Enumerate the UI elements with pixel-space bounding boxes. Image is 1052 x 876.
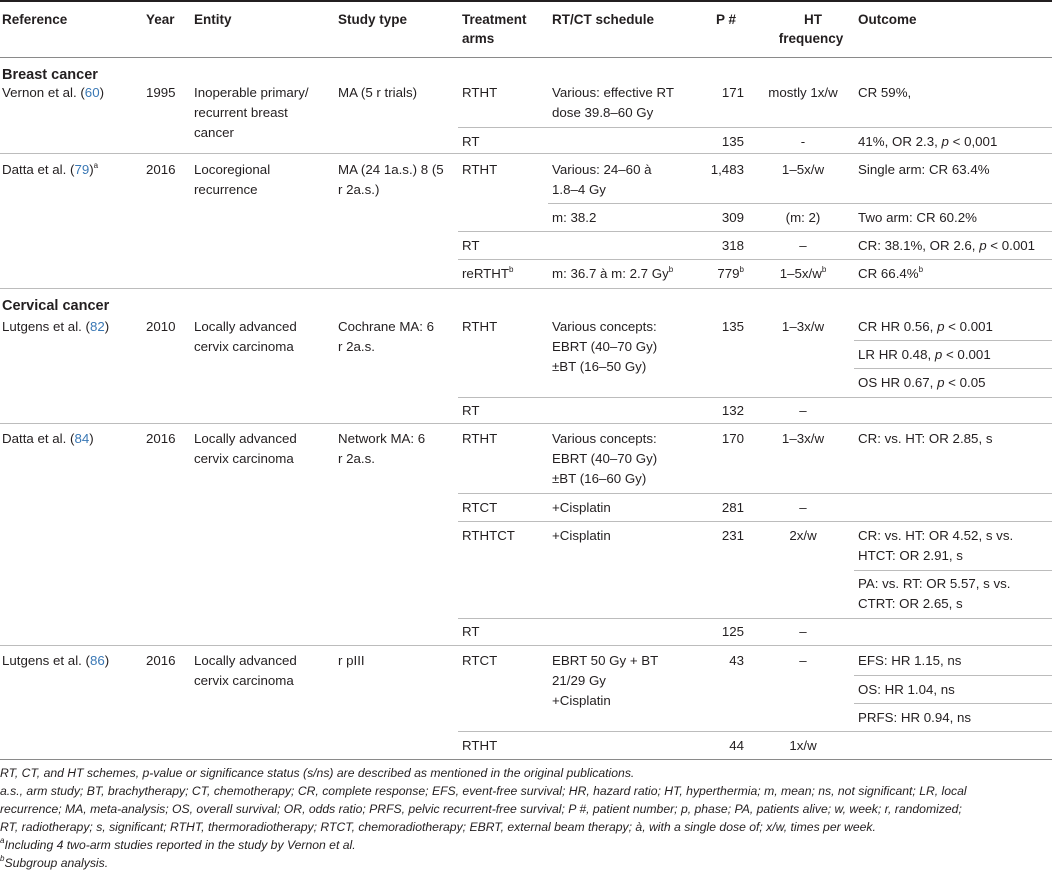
entity-line: cervix carcinoma xyxy=(194,339,294,354)
arm-cell: RTHT xyxy=(462,162,498,177)
header-schedule: RT/CT schedule xyxy=(552,12,655,27)
patient-number-cell: 1,483 xyxy=(710,162,744,177)
outcome-cell: OS HR 0.67, p < 0.05 xyxy=(858,375,986,390)
footnote-line: RT, CT, and HT schemes, p-value or significance status (s/ns) are described as mentioned in the original publications. xyxy=(0,766,635,780)
year-cell: 2016 xyxy=(146,162,176,177)
ht-frequency-cell: $1-5x/w^b$ xyxy=(779,265,827,281)
arm-cell: reRTHT$^b$ xyxy=(462,265,514,281)
study-type-cell: r pIII xyxy=(338,653,365,668)
arm-cell: RT xyxy=(462,238,480,253)
outcome-cell: CR HR 0.56, p < 0.001 xyxy=(858,319,993,334)
footnote-line: recurrence; MA, meta-analysis; OS, overall survival; OR, odds ratio; PRFS, pelvic recurrent-free survival; P #, patient number; p, phase; PA, patients alive; w, week; r, randomized; xyxy=(0,802,962,816)
citation-link[interactable]: 82 xyxy=(89,319,105,334)
patient-number-cell: 309 xyxy=(721,210,744,225)
sub-row-rule xyxy=(458,231,1052,232)
arm-cell: RT xyxy=(462,134,480,149)
year-cell: 2016 xyxy=(146,653,176,668)
sub-row-rule xyxy=(854,340,1052,341)
schedule-cell: m: 38.2 xyxy=(552,210,597,225)
arm-cell: RTCT xyxy=(462,653,498,668)
schedule-line: EBRT (40–70 Gy) xyxy=(552,451,658,466)
schedule-line: 1.8–4 Gy xyxy=(552,182,606,197)
patient-number-cell: 125 xyxy=(721,624,744,639)
row-rule xyxy=(0,288,1052,289)
sub-row-rule xyxy=(854,703,1052,704)
ht-frequency-cell: - xyxy=(800,134,806,149)
schedule-line: ±BT (16–60 Gy) xyxy=(552,471,647,486)
sub-row-rule xyxy=(458,618,1052,619)
arm-cell: RTHT xyxy=(462,319,498,334)
entity-line: recurrent breast xyxy=(194,105,288,120)
header-treatment-arms-1: Treatment xyxy=(462,12,527,27)
citation-link[interactable]: 84 xyxy=(74,431,90,446)
header-entity: Entity xyxy=(194,12,232,27)
schedule-line: +Cisplatin xyxy=(552,693,611,708)
ht-frequency-cell: 1–3x/w xyxy=(781,431,825,446)
arm-cell: RTHT xyxy=(462,738,498,753)
outcome-cell: CR 66.4%$^b$ xyxy=(858,265,924,281)
study-type-line: r 2a.s.) xyxy=(338,182,380,197)
entity-line: Locally advanced xyxy=(194,319,297,334)
schedule-line: ±BT (16–50 Gy) xyxy=(552,359,647,374)
sub-row-rule xyxy=(854,368,1052,369)
entity-line: Locally advanced xyxy=(194,431,297,446)
year-cell: 2016 xyxy=(146,431,176,446)
outcome-cell: 41%, OR 2.3, p < 0,001 xyxy=(858,134,998,149)
reference-cell: Lutgens et al. (82) xyxy=(2,319,110,334)
citation-link[interactable]: 79 xyxy=(74,162,90,177)
outcome-cell: OS: HR 1.04, ns xyxy=(858,682,955,697)
schedule-cell: +Cisplatin xyxy=(552,528,611,543)
outcome-cell: EFS: HR 1.15, ns xyxy=(858,653,962,668)
top-rule xyxy=(0,0,1052,2)
entity-line: Locoregional xyxy=(194,162,271,177)
arm-cell: RT xyxy=(462,624,480,639)
reference-cell: Lutgens et al. (86) xyxy=(2,653,110,668)
ht-frequency-cell: (m: 2) xyxy=(785,210,821,225)
footnote-line: RT, radiotherapy; s, significant; RTHT, thermoradiotherapy; RTCT, chemoradiotherapy; EBRT, external beam therapy; à, with a single dose of; x/w, times per week. xyxy=(0,820,876,834)
sub-row-rule xyxy=(854,675,1052,676)
ht-frequency-cell: mostly 1x/w xyxy=(768,85,838,100)
patient-number-cell: 281 xyxy=(721,500,744,515)
outcome-cell: CR: vs. HT: OR 2.85, s xyxy=(858,431,993,446)
ht-frequency-cell: – xyxy=(799,624,807,639)
schedule-line: dose 39.8–60 Gy xyxy=(552,105,654,120)
sub-row-rule xyxy=(458,731,1052,732)
patient-number-cell: 135 xyxy=(721,134,744,149)
outcome-cell: CR 59%, xyxy=(858,85,912,100)
study-type-line: r 2a.s. xyxy=(338,451,375,466)
entity-line: recurrence xyxy=(194,182,258,197)
entity-line: cervix carcinoma xyxy=(194,673,294,688)
ht-frequency-cell: 2x/w xyxy=(789,528,817,543)
sub-row-rule xyxy=(458,493,1052,494)
year-cell: 2010 xyxy=(146,319,176,334)
footnote-b: $^b$Subgroup analysis. xyxy=(0,854,109,870)
schedule-line: 21/29 Gy xyxy=(552,673,606,688)
sub-row-rule xyxy=(548,203,1052,204)
patient-number-cell: 43 xyxy=(729,653,744,668)
outcome-cell: CR: 38.1%, OR 2.6, p < 0.001 xyxy=(858,238,1036,253)
citation-link[interactable]: 86 xyxy=(89,653,105,668)
arm-cell: RTCT xyxy=(462,500,498,515)
footnote-a: $^a$Including 4 two-arm studies reported in the study by Vernon et al. xyxy=(0,836,356,852)
row-rule xyxy=(0,153,1052,154)
patient-number-cell: 132 xyxy=(721,403,744,418)
reference-cell: Vernon et al. (60) xyxy=(2,85,105,100)
patient-number-cell: 44 xyxy=(729,738,744,753)
header-rule xyxy=(0,57,1052,58)
header-outcome: Outcome xyxy=(858,12,917,27)
ht-frequency-cell: 1–5x/w xyxy=(781,162,825,177)
reference-cell: Datta et al. (84) xyxy=(2,431,94,446)
footnote-line: a.s., arm study; BT, brachytherapy; CT, chemotherapy; CR, complete response; EFS, event-free survival; HR, hazard ratio; HT, hyperthermia; m, mean; ns, not significant; LR, local xyxy=(0,784,967,798)
ht-frequency-cell: – xyxy=(799,500,807,515)
patient-number-cell: 318 xyxy=(721,238,744,253)
ht-frequency-cell: – xyxy=(799,238,807,253)
header-ht-frequency-1: HT xyxy=(804,12,822,27)
ht-frequency-cell: – xyxy=(799,653,807,668)
outcome-cell: Two arm: CR 60.2% xyxy=(858,210,977,225)
schedule-cell: m: 36.7 à m: 2.7 Gy$^b$ xyxy=(552,265,674,281)
schedule-line: Various: effective RT xyxy=(552,85,674,100)
patient-number-cell: 170 xyxy=(721,431,744,446)
patient-number-cell: 231 xyxy=(721,528,744,543)
study-type-line: MA (24 1a.s.) 8 (5 xyxy=(338,162,444,177)
patient-number-cell: 171 xyxy=(721,85,744,100)
schedule-line: EBRT 50 Gy + BT xyxy=(552,653,659,668)
header-study-type: Study type xyxy=(338,12,408,27)
header-treatment-arms-2: arms xyxy=(462,31,495,46)
patient-number-cell: 779$^b$ xyxy=(717,265,744,281)
study-type-line: r 2a.s. xyxy=(338,339,375,354)
sub-row-rule xyxy=(458,397,1052,398)
schedule-line: Various concepts: xyxy=(552,431,657,446)
row-rule xyxy=(0,423,1052,424)
entity-line: cancer xyxy=(194,125,234,140)
sub-row-rule xyxy=(854,570,1052,571)
header-ht-frequency-2: frequency xyxy=(778,31,844,46)
header-year: Year xyxy=(146,12,175,27)
arm-cell: RT xyxy=(462,403,480,418)
study-type-line: Network MA: 6 xyxy=(338,431,426,446)
arm-cell: RTHT xyxy=(462,85,498,100)
sub-row-rule xyxy=(458,259,1052,260)
outcome-cell: LR HR 0.48, p < 0.001 xyxy=(858,347,991,362)
patient-number-cell: 135 xyxy=(721,319,744,334)
outcome-line: HTCT: OR 2.91, s xyxy=(858,548,963,563)
study-type-cell: MA (5 r trials) xyxy=(338,85,418,100)
ht-frequency-cell: – xyxy=(799,403,807,418)
citation-link[interactable]: 60 xyxy=(84,85,100,100)
row-rule xyxy=(0,645,1052,646)
schedule-line: Various concepts: xyxy=(552,319,657,334)
outcome-cell: Single arm: CR 63.4% xyxy=(858,162,990,177)
outcome-line: CR: vs. HT: OR 4.52, s vs. xyxy=(858,528,1014,543)
outcome-line: PA: vs. RT: OR 5.57, s vs. xyxy=(858,576,1011,591)
arm-cell: RTHTCT xyxy=(462,528,515,543)
entity-line: Locally advanced xyxy=(194,653,297,668)
header-p-number: P # xyxy=(716,12,737,27)
study-type-line: Cochrane MA: 6 xyxy=(338,319,435,334)
ht-frequency-cell: 1x/w xyxy=(789,738,817,753)
reference-cell: Datta et al. $(79)^a$ xyxy=(2,161,99,177)
section-breast-cancer: Breast cancer xyxy=(2,67,98,83)
outcome-line: CTRT: OR 2.65, s xyxy=(858,596,963,611)
schedule-cell: +Cisplatin xyxy=(552,500,611,515)
ht-frequency-cell: 1–3x/w xyxy=(781,319,825,334)
section-cervical-cancer: Cervical cancer xyxy=(2,298,110,314)
sub-row-rule xyxy=(458,521,1052,522)
sub-row-rule xyxy=(458,127,1052,128)
outcome-cell: PRFS: HR 0.94, ns xyxy=(858,710,972,725)
arm-cell: RTHT xyxy=(462,431,498,446)
schedule-line: EBRT (40–70 Gy) xyxy=(552,339,658,354)
entity-line: cervix carcinoma xyxy=(194,451,294,466)
header-reference: Reference xyxy=(2,12,68,27)
bottom-rule xyxy=(0,759,1052,760)
schedule-line: Various: 24–60 à xyxy=(552,162,652,177)
year-cell: 1995 xyxy=(146,85,176,100)
entity-line: Inoperable primary/ xyxy=(194,85,309,100)
